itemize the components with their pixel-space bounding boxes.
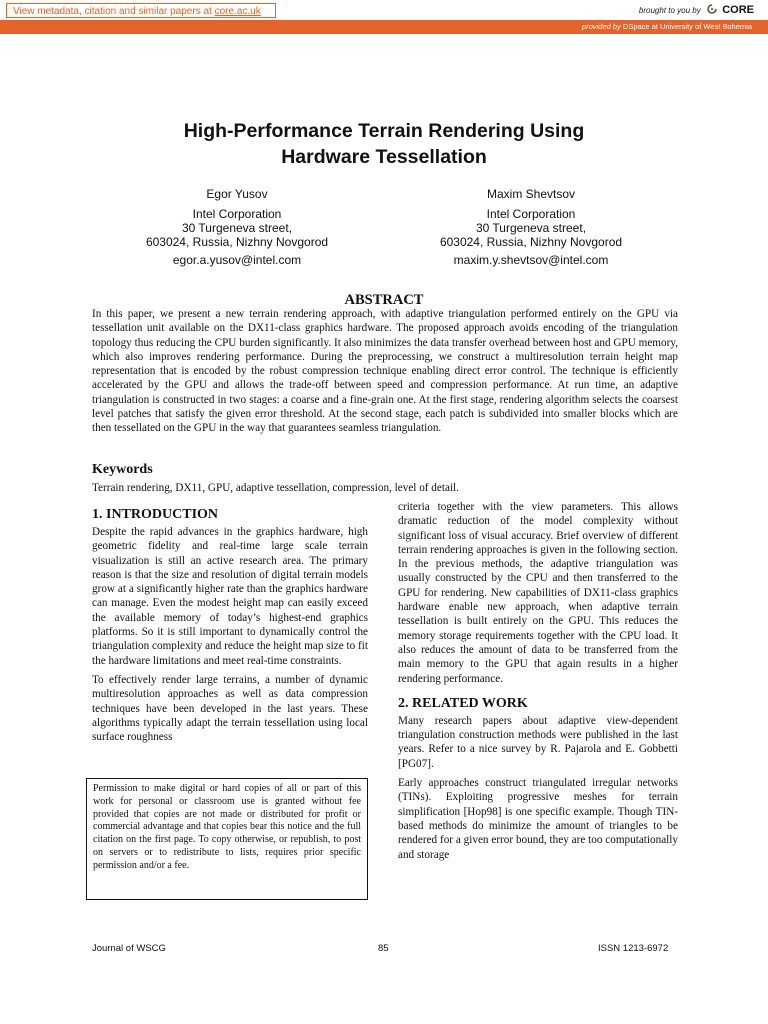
core-metadata-link[interactable] — [6, 3, 276, 18]
title-line-2: Hardware Tessellation — [281, 146, 487, 168]
footer-journal: Journal of WSCG — [92, 943, 166, 954]
author-email[interactable]: maxim.y.shevtsov@intel.com — [453, 253, 609, 267]
keywords-text: Terrain rendering, DX11, GPU, adaptive tessellation, compression, level of detail. — [92, 482, 459, 494]
footer-page-number: 85 — [378, 943, 389, 954]
provided-by-source: DSpace at University of West Bohemia — [622, 22, 752, 31]
related-paragraph-1: Many research papers about adaptive view-dependent triangulation construction methods were published in the last years. Refer to a nice survey by R. Pajarola and E. Gobbetti [PG07]. — [398, 714, 678, 770]
core-link-prefix: View metadata, citation and similar papers at — [13, 6, 212, 17]
permission-notice: Permission to make digital or hard copies of all or part of this work for personal or classroom use is granted without fee provided that copies are not made or distributed for profit or commercial advantage and that copies bear this notice and the full citation on the first page. To copy otherwise, or republish, to post on servers or to redistribute to lists, requires prior specific permission and/or a fee. — [86, 778, 368, 900]
intro-paragraph-2: To effectively render large terrains, a number of dynamic multiresolution approaches as well as data compression techniques have been developed in the last years. These algorithms typically adapt the terrain tessellation using local surface roughness — [92, 673, 368, 744]
core-brought-by[interactable] — [639, 3, 754, 18]
abstract-heading: ABSTRACT — [344, 292, 424, 308]
author-street: 30 Turgeneva street, — [475, 221, 587, 235]
provided-by-bar — [0, 20, 768, 34]
keywords-heading: Keywords — [92, 462, 153, 477]
related-paragraph-2: Early approaches construct triangulated irregular networks (TINs). Exploiting progressive meshes for terrain simplification [Hop98] is one specific example. Though TIN-based methods do minimize the amount of triangles to be rendered for a given error bound, they are too computationally and storage — [398, 777, 678, 861]
intro-heading: 1. INTRODUCTION — [92, 507, 219, 522]
author-block-1 — [117, 187, 357, 267]
author-block-2 — [411, 187, 651, 267]
author-street: 30 Turgeneva street, — [181, 221, 293, 235]
paper-title — [100, 118, 668, 170]
author-org: Intel Corporation — [486, 207, 576, 221]
related-work-heading: 2. RELATED WORK — [398, 695, 528, 711]
intro-paragraph-1: Despite the rapid advances in the graphics hardware, high geometric fidelity and real-time large scale terrain visualization is still an active research area. The primary reason is that the size and resolution of digital terrain models grow at a significantly higher rate than the graphics hardware can manage. Even the modest height map can easily exceed the available memory of today’s highest-end graphics platforms. So it is still important to dynamically control the triangulation complexity and reduce the height map size to fit the hardware limitations and meet real-time constraints. — [92, 526, 368, 667]
core-logo-icon — [707, 4, 717, 14]
title-line-1: High-Performance Terrain Rendering Using — [183, 120, 585, 142]
author-email[interactable]: egor.a.yusov@intel.com — [172, 253, 302, 267]
right-column — [398, 500, 678, 867]
author-city: 603024, Russia, Nizhny Novgorod — [145, 235, 329, 249]
brought-to-you-text: brought to you by — [638, 6, 701, 15]
core-logo-text: CORE — [722, 4, 754, 16]
intro-paragraph-3: criteria together with the view parameters. This allows dramatic reduction of the model complexity without significant loss of visual accuracy. Brief overview of different terrain rendering approaches is given in the following section. In the previous methods, the adaptive triangulation was usually constructed by the CPU and then transferred to the GPU for rendering. New capabilities of DX11-class graphics hardware enable new approach, when adaptive terrain tessellation is built entirely on the GPU. This reduces the memory storage requirements together with the CPU load. It also reduces the amount of data to be transferred from the main memory to the GPU that again results in a higher rendering performance. — [398, 501, 678, 685]
author-org: Intel Corporation — [192, 207, 282, 221]
core-banner — [0, 0, 768, 21]
author-city: 603024, Russia, Nizhny Novgorod — [439, 235, 623, 249]
author-name: Maxim Shevtsov — [486, 187, 576, 201]
author-name: Egor Yusov — [206, 187, 268, 201]
core-ac-uk-link[interactable]: core.ac.uk — [214, 6, 261, 17]
footer-issn: ISSN 1213-6972 — [598, 943, 669, 954]
provided-by-text[interactable] — [582, 22, 752, 31]
abstract-text: In this paper, we present a new terrain rendering approach, with adaptive triangulation performed entirely on the GPU via tessellation unit available on the DX11-class graphics hardware. The proposed approach avoids encoding of the triangulation topology thus reducing the CPU burden significantly. It also minimizes the data transfer overhead between host and GPU memory, which also improves rendering performance. During the preprocessing, we construct a multiresolution terrain height map representation that is encoded by the robust compression technique enabling direct error control. The technique is efficiently accelerated by the GPU and allows the trade-off between speed and compression performance. At run time, an adaptive triangulation is constructed in two stages: a coarse and a fine-grain one. At the first stage, rendering algorithm selects the coarsest level patches that satisfy the given error threshold. At the second stage, each patch is subdivided into smaller blocks which are then tessellated on the GPU in the way that guarantees seamless triangulation. — [92, 308, 678, 435]
left-column — [92, 506, 368, 749]
provided-by-prefix: provided by — [582, 22, 621, 31]
